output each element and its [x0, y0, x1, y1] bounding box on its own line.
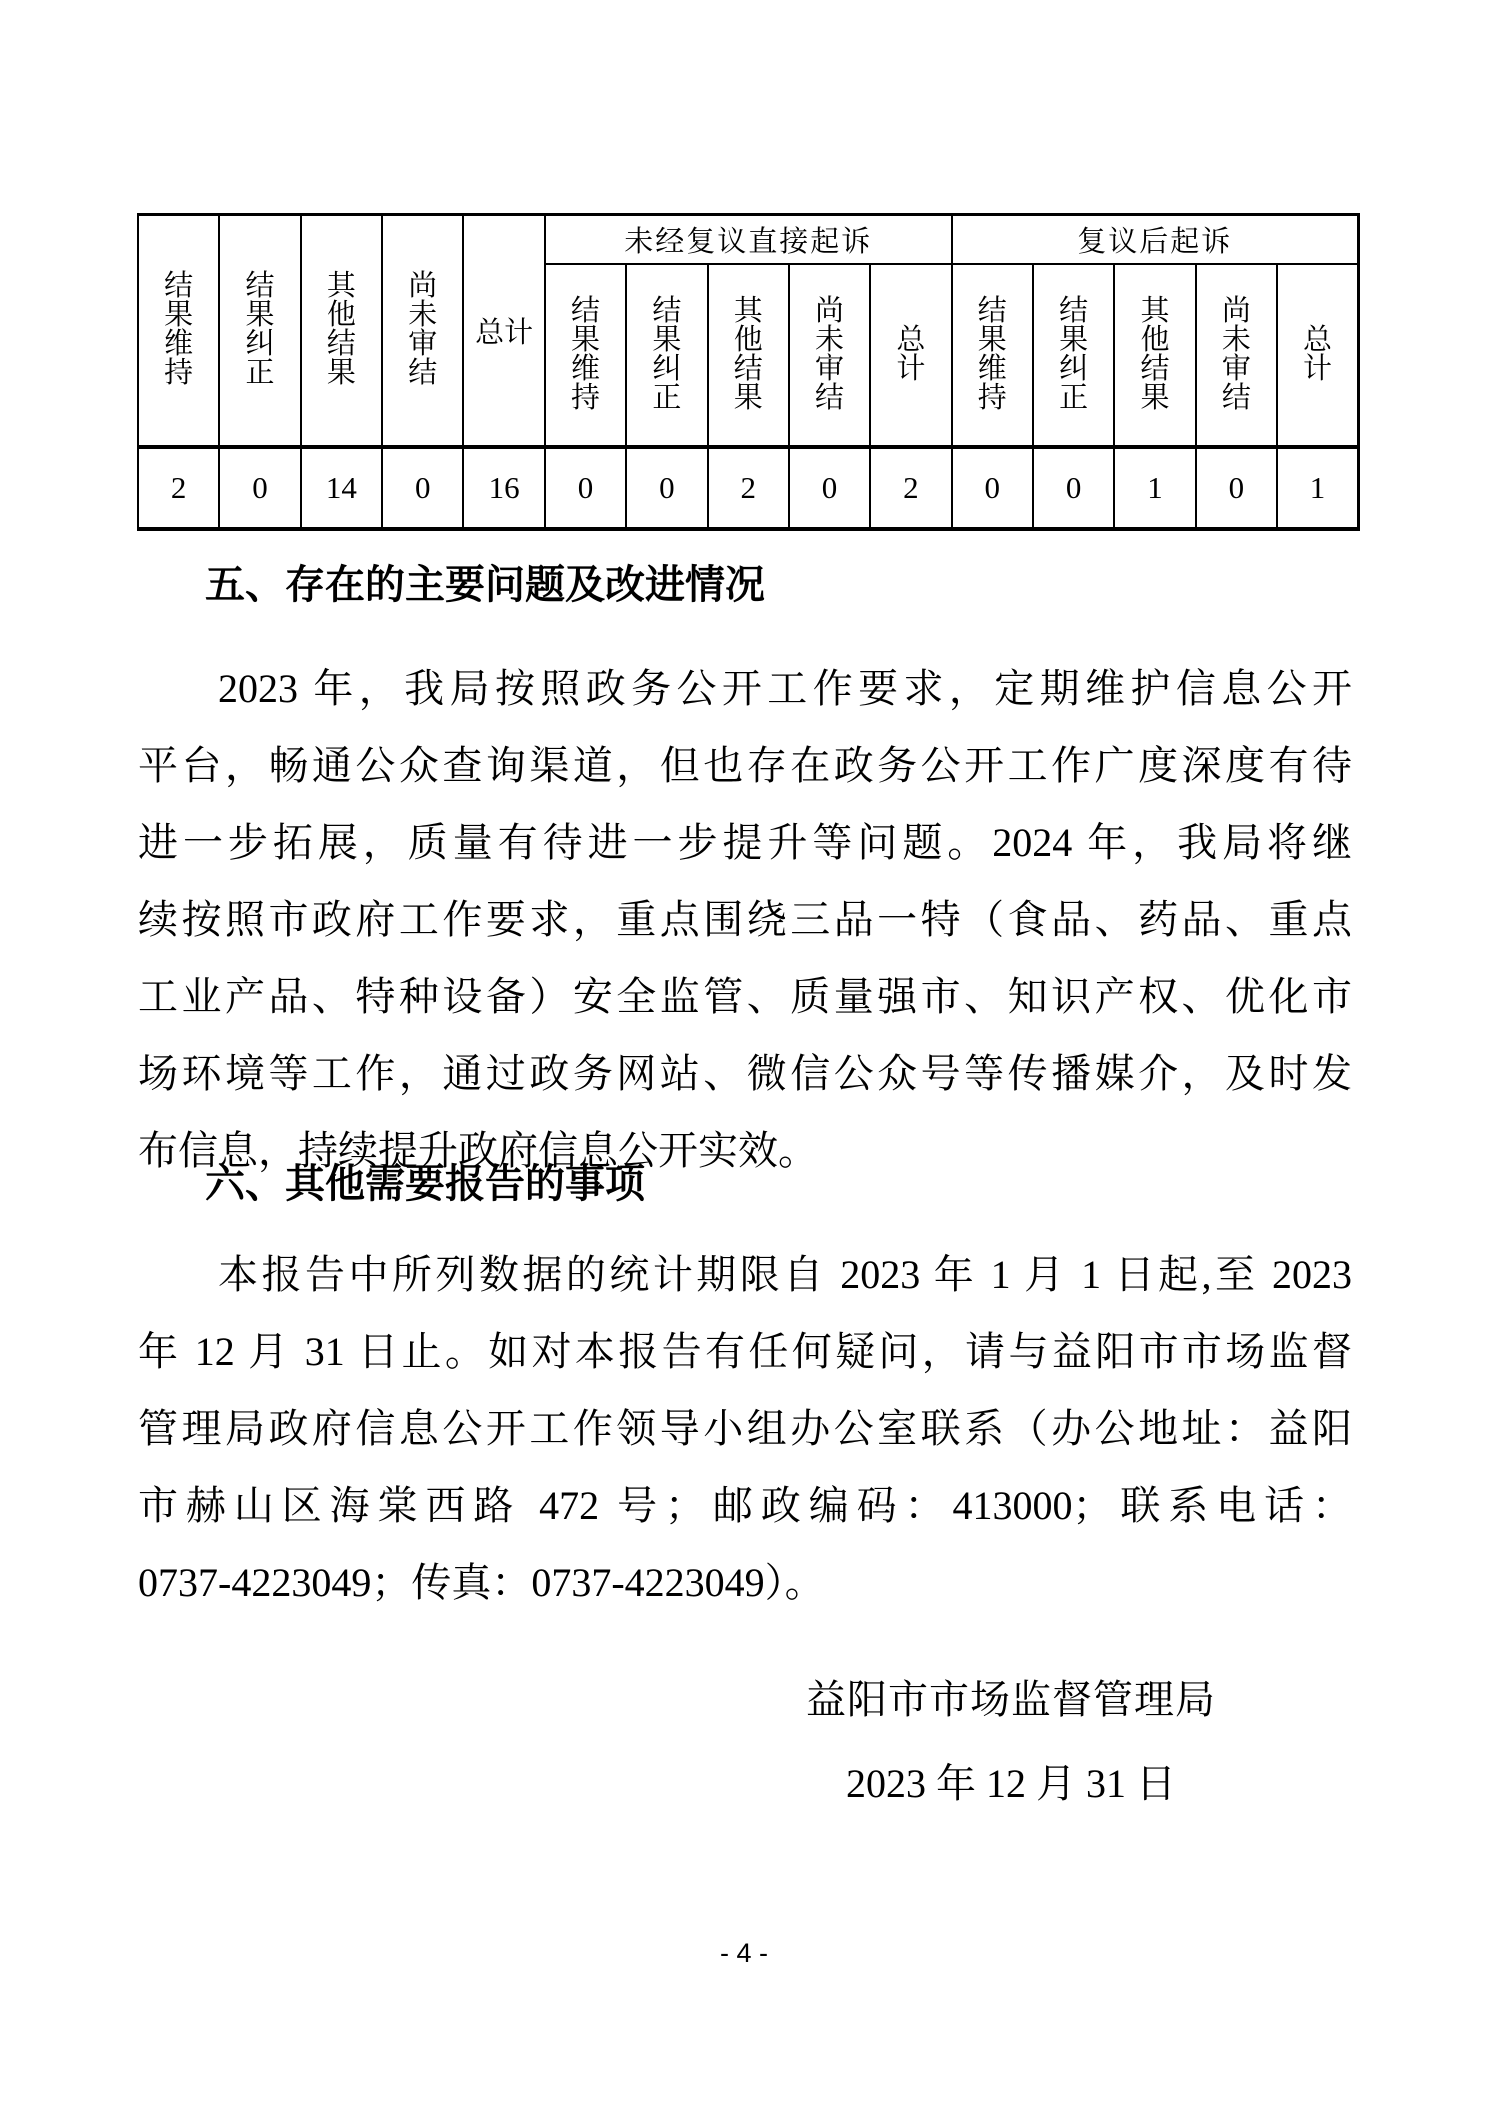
table-subheader-text: 结 果 纠 正 — [1059, 294, 1089, 414]
paragraph-line: 续按照市政府工作要求，重点围绕三品一特（食品、药品、重点 — [138, 897, 1352, 942]
table-subheader-cell — [626, 264, 707, 447]
paragraph-line: 布信息，持续提升政府信息公开实效。 — [138, 1128, 818, 1173]
table-data-cell: 14 — [301, 447, 382, 529]
table-subheader-text: 其 他 结 果 — [1140, 294, 1170, 414]
section-six-paragraph — [138, 1236, 1352, 1621]
table-subheader-cell — [870, 264, 951, 447]
table-data-cell: 2 — [708, 447, 789, 529]
table-header-cell — [463, 215, 544, 447]
table-header-text: 结 果 维 持 — [164, 270, 194, 390]
paragraph-line: 场环境等工作，通过政务网站、微信公众号等传播媒介，及时发 — [138, 1051, 1352, 1096]
paragraph-line: 工业产品、特种设备）安全监管、质量强市、知识产权、优化市 — [138, 974, 1352, 1019]
table-subheader-text: 总 计 — [1303, 323, 1333, 385]
paragraph-line: 管理局政府信息公开工作领导小组办公室联系（办公地址：益阳 — [138, 1406, 1352, 1451]
paragraph-line: 进一步拓展，质量有待进一步提升等问题。2024 年，我局将继 — [138, 820, 1352, 865]
table-subheader-cell — [952, 264, 1033, 447]
table-data-cell: 0 — [219, 447, 300, 529]
paragraph-line: 年 12 月 31 日止。如对本报告有任何疑问，请与益阳市市场监督 — [138, 1329, 1352, 1374]
table-data-cell: 0 — [382, 447, 463, 529]
table-data-cell: 0 — [952, 447, 1033, 529]
table-group-header — [545, 215, 952, 264]
table-header-text: 结 果 纠 正 — [245, 270, 275, 390]
table-subheader-cell — [789, 264, 870, 447]
table-header-cell — [138, 215, 219, 447]
table-data-cell: 0 — [545, 447, 626, 529]
table-data-cell: 1 — [1114, 447, 1195, 529]
table-subheader-text: 结 果 维 持 — [977, 294, 1007, 414]
section-five-paragraph — [138, 650, 1352, 1189]
paragraph-line: 平台，畅通公众查询渠道，但也存在政务公开工作广度深度有待 — [138, 743, 1352, 788]
table-subheader-cell — [545, 264, 626, 447]
table-group-label: 复议后起诉 — [1077, 225, 1233, 258]
table-subheader-cell — [708, 264, 789, 447]
table-header-text: 其 他 结 果 — [326, 270, 356, 390]
table-data-cell: 2 — [138, 447, 219, 529]
paragraph-line: 0737-4223049；传真：0737-4223049）。 — [138, 1560, 825, 1605]
table-data-cell: 0 — [1196, 447, 1277, 529]
signature-date: 2023 年 12 月 31 日 — [846, 1761, 1176, 1806]
table-subheader-text: 结 果 纠 正 — [652, 294, 682, 414]
table-header-cell — [219, 215, 300, 447]
table-subheader-cell — [1196, 264, 1277, 447]
table-subheader-text: 尚 未 审 结 — [1221, 294, 1251, 414]
table-subheader-cell — [1277, 264, 1358, 447]
section-heading-six: 六、其他需要报告的事项 — [205, 1162, 645, 1206]
table-subheader-cell — [1114, 264, 1195, 447]
signature-organization: 益阳市市场监督管理局 — [806, 1677, 1216, 1722]
table-data-cell: 0 — [1033, 447, 1114, 529]
table-group-header — [952, 215, 1359, 264]
table-data-cell: 0 — [626, 447, 707, 529]
litigation-statistics-table — [137, 213, 1360, 531]
table-subheader-text: 总 计 — [896, 323, 926, 385]
table-group-label: 未经复议直接起诉 — [624, 225, 873, 258]
paragraph-line: 市赫山区海棠西路 472 号；邮政编码：413000；联系电话： — [138, 1483, 1352, 1528]
table-header-text: 总计 — [475, 316, 534, 349]
table-subheader-text: 结 果 维 持 — [570, 294, 600, 414]
table-data-cell: 16 — [463, 447, 544, 529]
section-heading-five: 五、存在的主要问题及改进情况 — [205, 563, 765, 607]
paragraph-line: 2023 年，我局按照政务公开工作要求，定期维护信息公开 — [218, 666, 1352, 711]
table-header-text: 尚 未 审 结 — [408, 270, 438, 390]
table-data-cell: 2 — [870, 447, 951, 529]
table-header-cell — [382, 215, 463, 447]
table-subheader-cell — [1033, 264, 1114, 447]
paragraph-line: 本报告中所列数据的统计期限自 2023 年 1 月 1 日起,至 2023 — [218, 1252, 1352, 1297]
table-subheader-text: 其 他 结 果 — [733, 294, 763, 414]
table-subheader-text: 尚 未 审 结 — [815, 294, 845, 414]
table-data-cell: 1 — [1277, 447, 1358, 529]
page-number: - 4 - — [719, 1938, 768, 1968]
table-header-cell — [301, 215, 382, 447]
table-data-cell: 0 — [789, 447, 870, 529]
